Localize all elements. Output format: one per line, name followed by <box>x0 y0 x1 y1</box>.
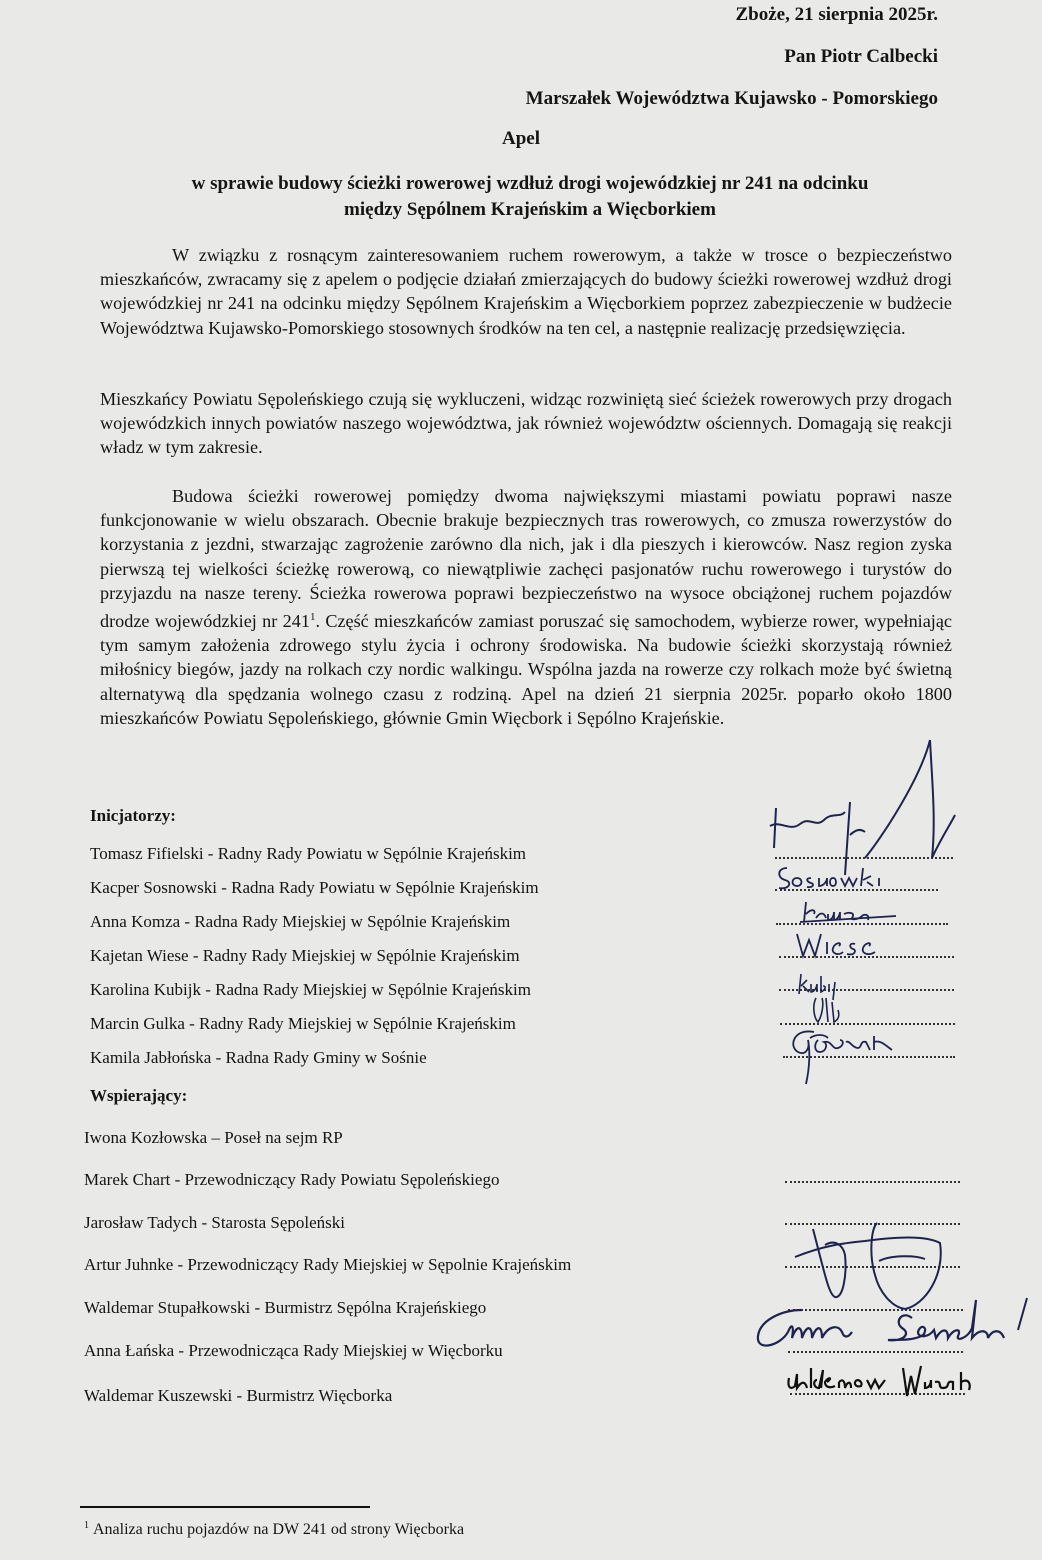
document-heading: Apel <box>502 128 540 149</box>
initiators-label: Inicjatorzy: <box>90 806 176 825</box>
addressee-title: Marszałek Województwa Kujawsko - Pomorskiego <box>525 88 938 109</box>
supporter-row: Waldemar Stupałkowski - Burmistrz Sępólna Krajeńskiego <box>84 1298 487 1317</box>
initiator-row: Kamila Jabłońska - Radna Rady Gminy w Sośnie <box>90 1048 427 1067</box>
addressee-name: Pan Piotr Calbecki <box>784 46 938 67</box>
supporter-row: Marek Chart - Przewodniczący Rady Powiatu Sępoleńskiego <box>84 1170 500 1189</box>
footnote-separator <box>80 1506 370 1508</box>
initiator-row: Kajetan Wiese - Radny Rady Miejskiej w Sępólnie Krajeńskim <box>90 946 520 965</box>
supporter-row: Iwona Kozłowska – Poseł na sejm RP <box>84 1128 343 1147</box>
supporter-row: Jarosław Tadych - Starosta Sępoleński <box>84 1213 346 1232</box>
signature-sosnowski-icon <box>775 864 905 897</box>
supporter-row: Anna Łańska - Przewodnicząca Rady Miejskiej w Więcborku <box>84 1341 503 1360</box>
signature-fifielski-icon <box>760 740 980 875</box>
signature-line <box>780 1023 955 1025</box>
signature-wiese-icon <box>793 928 883 965</box>
initiator-row: Kacper Sosnowski - Radna Rady Powiatu w Sępólnie Krajeńskim <box>90 878 539 897</box>
initiator-row: Marcin Gulka - Radny Rady Miejskiej w Sępólnie Krajeńskim <box>90 1014 516 1033</box>
footnote-marker: 1 <box>84 1520 89 1531</box>
initiator-row: Tomasz Fifielski - Radny Rady Powiatu w Sępólnie Krajeńskim <box>90 844 527 863</box>
signature-lanska-icon <box>752 1280 1042 1365</box>
footnote-text: Analiza ruchu pojazdów na DW 241 od strony Więcborka <box>93 1521 465 1538</box>
signature-komza-icon <box>800 898 910 931</box>
initiator-row: Anna Komza - Radna Rady Miejskiej w Sępólnie Krajeńskim <box>90 912 511 931</box>
document-subject-line-1: w sprawie budowy ścieżki rowerowej wzdłuż drogi wojewódzkiej nr 241 na odcinku <box>191 173 869 194</box>
paragraph-1: W związku z rosnącym zainteresowaniem ruchem rowerowym, a także w trosce o bezpieczeństwo mieszkańców, zwracamy się z apelem o podjęcie działań zmierzających do budowy ścieżki rowerowej wzdłuż drogi wojewódzkiej nr 241 na odcinku między Sępólnem Krajeńskim a Więcborkiem poprzez zabezpieczenie w budżecie Województwa Kujawsko-Pomorskiego stosownych środków na ten cel, a następnie realizację przedsięwzięcia. <box>100 245 952 338</box>
signature-kuszewski-icon <box>785 1360 1015 1405</box>
supporter-row: Artur Juhnke - Przewodniczący Rady Miejskiej w Sępolnie Krajeńskim <box>84 1255 572 1274</box>
document-subject-line-2: między Sępólnem Krajeńskim a Więcborkiem <box>344 199 716 220</box>
footnote-reference: 1 <box>309 611 316 624</box>
signature-jablonska-icon <box>788 1026 908 1091</box>
paragraph-2: Mieszkańcy Powiatu Sępoleńskiego czują się wykluczeni, widząc rozwiniętą sieć ścieżek rowerowych przy drogach wojewódzkich innych powiatów naszego województwa, jak również województw ościennych. Domagają się reakcji władz w tym zakresie. <box>100 389 952 458</box>
place-date: Zboże, 21 sierpnia 2025r. <box>735 4 938 25</box>
paragraph-3: Budowa ścieżki rowerowej pomiędzy dwoma największymi miastami powiatu poprawi nasze funkcjonowanie w wielu obszarach. Obecnie brakuje bezpiecznych tras rowerowych, co zmusza rowerzystów do korzystania z jezdni, stwarzając zagrożenie zarówno dla nich, jak i dla pieszych i kierowców. Nasz region zyska pierwszą tej wielkości ścieżkę rowerową, co niewątpliwie zachęci pasjonatów ruchu rowerowego i turystów do przyjazdu na nasze tereny. Ścieżka rowerowa poprawi bezpieczeństwo na wysoce obciążonej ruchem pojazdów drodze wojewódzkiej nr 241$^1$. Część mieszkańców zamiast poruszać się samochodem, wybierze rower, wypełniając tym samym założenia zdrowego stylu życia i ochrony środowiska. Na budowie ścieżki skorzystają również miłośnicy biegów, jazdy na rolkach czy nordic walkingu. Wspólna jazda na rowerze czy rolkach może być świetną alternatywą dla spędzania wolnego czasu z rodziną. Apel na dzień 21 sierpnia 2025r. poparło około 1800 mieszkańców Powiatu Sępoleńskiego, głównie Gmin Więcbork i Sępólno Krajeńskie. <box>100 486 953 728</box>
supporter-row: Waldemar Kuszewski - Burmistrz Więcborka <box>84 1386 393 1405</box>
footnote <box>84 1520 464 1539</box>
supporters-label: Wspierający: <box>90 1086 188 1105</box>
initiator-row: Karolina Kubijk - Radna Rady Miejskiej w Sępólnie Krajeńskim <box>90 980 531 999</box>
signature-line <box>785 1181 960 1183</box>
